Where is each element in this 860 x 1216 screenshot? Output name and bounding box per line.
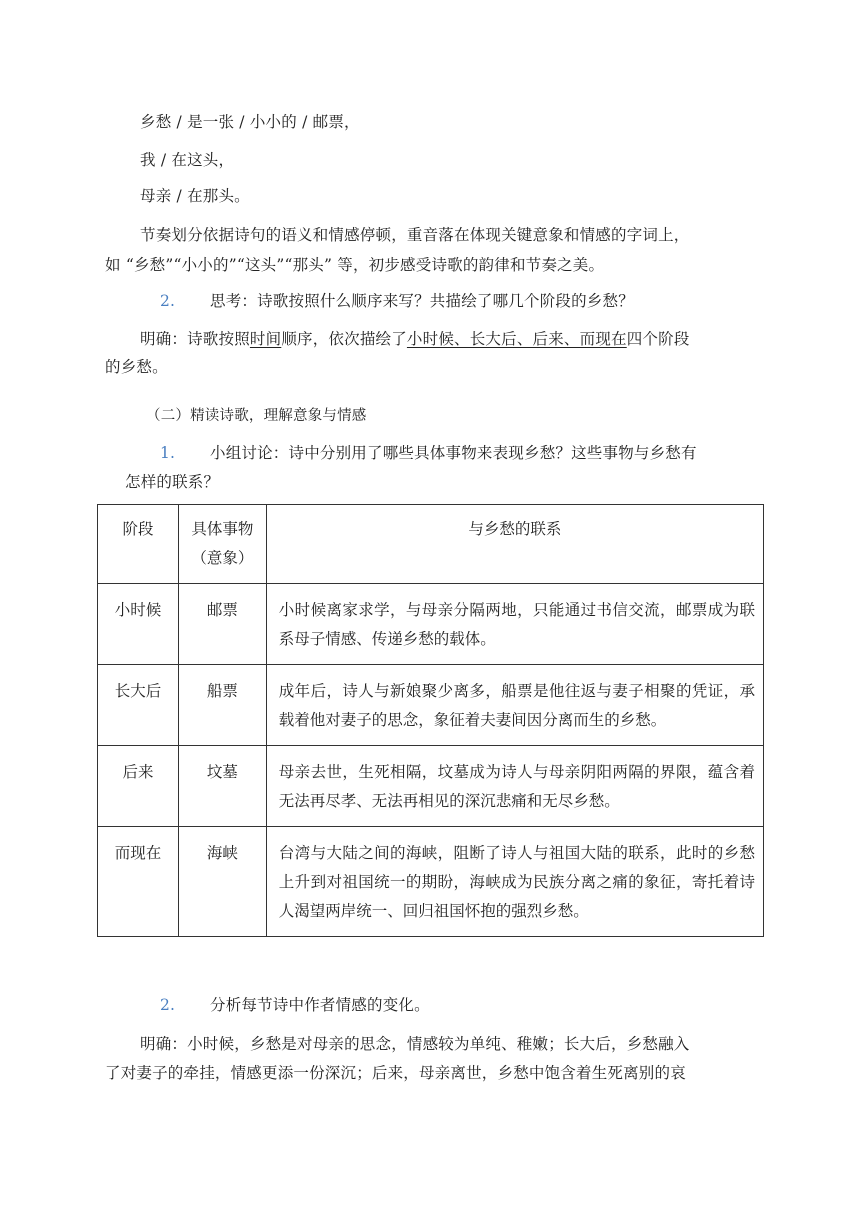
answer-order-underlined: 时间: [249, 330, 282, 348]
table-row: [98, 584, 764, 665]
cell-link: 台湾与大陆之间的海峡，阻断了诗人与祖国大陆的联系，此时的乡愁上升到对祖国统一的期盼，海峡成为民族分离之痛的象征，寄托着诗人渴望两岸统一、回归祖国怀抱的强烈乡愁。: [266, 827, 763, 937]
answer-suffix: 四个阶段: [626, 330, 690, 348]
question-text: 思考：诗歌按照什么顺序来写？共描绘了哪几个阶段的乡愁？: [210, 292, 634, 310]
table-row: [98, 665, 764, 746]
poem-line-2: 我 / 在这头，: [140, 151, 235, 169]
table-row: [98, 746, 764, 827]
answer-2b-line-1: 明确：小时候，乡愁是对母亲的思念，情感较为单纯、稚嫩；长大后，乡愁融入: [140, 1035, 690, 1053]
rhythm-note-line-2: 如 “乡愁”“小小的”“这头”“那头” 等，初步感受诗歌的韵律和节奏之美。: [105, 256, 605, 274]
table-row: [98, 827, 764, 937]
cell-stage: 而现在: [98, 827, 179, 937]
poem-line-1: 乡愁 / 是一张 / 小小的 / 邮票，: [140, 113, 360, 131]
cell-stage: 小时候: [98, 584, 179, 665]
section-heading: （二）精读诗歌，理解意象与情感: [146, 408, 367, 424]
table-header-row: [98, 505, 764, 584]
list-number: 2.: [160, 292, 176, 310]
answer-2b-line-2: 了对妻子的牵挂，情感更添一份深沉；后来，母亲离世，乡愁中饱含着生死离别的哀: [105, 1064, 686, 1082]
cell-stage: 长大后: [98, 665, 179, 746]
question-1-line-2: 怎样的联系？: [125, 473, 220, 491]
question-2b: [160, 995, 430, 1015]
cell-stage: 后来: [98, 746, 179, 827]
answer-mid: 顺序，依次描绘了: [281, 330, 407, 348]
cell-thing: 船票: [178, 665, 266, 746]
rhythm-note-line-1: 节奏划分依据诗句的语义和情感停顿，重音落在体现关键意象和情感的字词上，: [140, 226, 690, 244]
cell-link: 母亲去世，生死相隔，坟墓成为诗人与母亲阴阳两隔的界限，蕴含着无法再尽孝、无法再相见的深沉悲痛和无尽乡愁。: [266, 746, 763, 827]
header-thing: 具体事物 （意象）: [178, 505, 266, 584]
cell-thing: 坟墓: [178, 746, 266, 827]
list-number: 2.: [160, 996, 176, 1014]
header-stage: 阶段: [98, 505, 179, 584]
cell-link: 小时候离家求学，与母亲分隔两地，只能通过书信交流，邮票成为联系母子情感、传递乡愁的载体。: [266, 584, 763, 665]
question-text: 分析每节诗中作者情感的变化。: [210, 996, 430, 1014]
poem-line-3: 母亲 / 在那头。: [140, 187, 250, 205]
answer-prefix: 明确：诗歌按照: [140, 330, 250, 348]
cell-thing: 邮票: [178, 584, 266, 665]
cell-thing: 海峡: [178, 827, 266, 937]
cell-link: 成年后，诗人与新娘聚少离多，船票是他往返与妻子相聚的凭证，承载着他对妻子的思念，象征着夫妻间因分离而生的乡愁。: [266, 665, 763, 746]
answer-2-line-1: [140, 329, 690, 349]
list-number: 1.: [160, 444, 176, 462]
imagery-table: [97, 504, 764, 937]
question-text: 小组讨论：诗中分别用了哪些具体事物来表现乡愁？这些事物与乡愁有: [210, 444, 697, 462]
header-link: 与乡愁的联系: [266, 505, 763, 584]
answer-stages-underlined: 小时候、长大后、后来、而现在: [406, 330, 627, 348]
question-1-line-1: [160, 443, 697, 463]
question-2: [160, 291, 634, 311]
answer-2-line-2: 的乡愁。: [105, 358, 168, 376]
